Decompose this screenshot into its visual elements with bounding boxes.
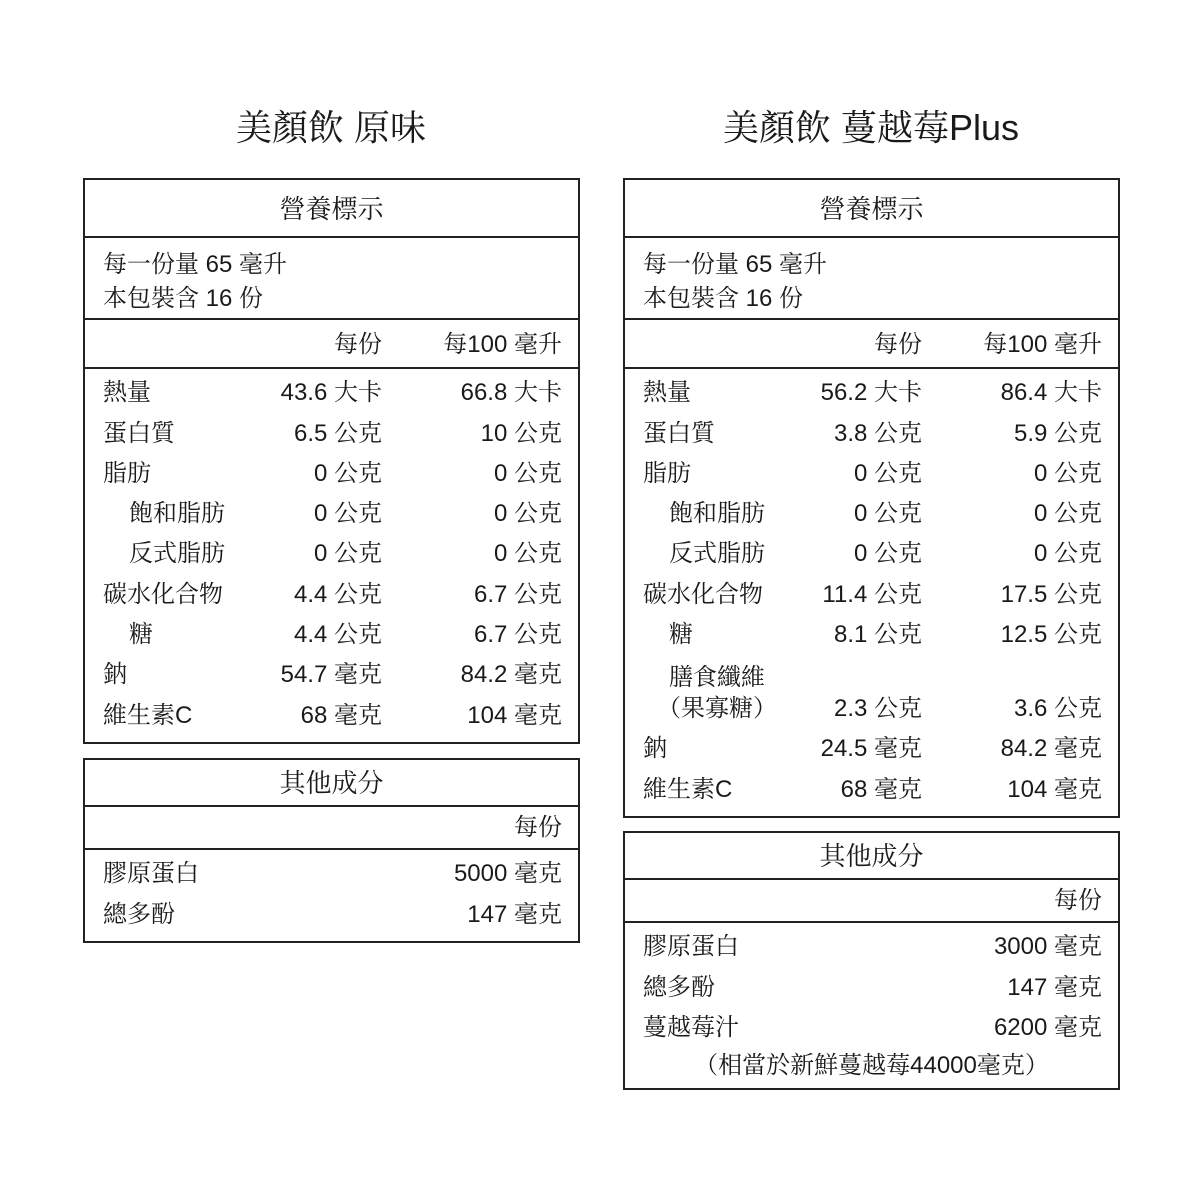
serving-size: 每一份量 65 毫升 bbox=[643, 251, 828, 278]
col-per-serving: 每份 bbox=[874, 331, 922, 358]
serving-info bbox=[85, 238, 578, 320]
column-headers bbox=[85, 320, 578, 369]
other-rows bbox=[625, 923, 1118, 1048]
per-100ml-value: 10 公克 bbox=[480, 419, 562, 447]
nutrient-label: 維生素C bbox=[643, 775, 733, 803]
serving-info bbox=[625, 238, 1118, 320]
other-ingredients-table bbox=[83, 758, 580, 943]
nutrition-table bbox=[623, 178, 1120, 818]
other-rows bbox=[85, 850, 578, 941]
nutrient-label: 蛋白質 bbox=[103, 419, 175, 447]
nutrient-label: 糖 bbox=[129, 621, 153, 649]
nutrition-row bbox=[625, 373, 1118, 413]
product-title: 美顏飲 原味 bbox=[235, 107, 426, 148]
per-serving-value: 68 毫克 bbox=[300, 701, 382, 729]
col-per-serving: 每份 bbox=[514, 814, 562, 841]
other-header: 其他成分 bbox=[85, 760, 578, 807]
nutrient-label: 鈉 bbox=[103, 661, 127, 689]
per-serving-value: 3.8 公克 bbox=[833, 419, 922, 447]
per-100ml-value: 6.7 公克 bbox=[473, 621, 562, 649]
ingredient-value: 147 毫克 bbox=[1007, 973, 1102, 1001]
ingredient-value: 3000 毫克 bbox=[993, 933, 1102, 961]
ingredient-label: 總多酚 bbox=[103, 900, 175, 928]
servings-per-package: 本包裝含 16 份 bbox=[103, 285, 264, 312]
nutrient-label-sub: （果寡糖） bbox=[657, 695, 777, 723]
nutrient-label: 脂肪 bbox=[643, 459, 691, 487]
nutrient-label: 反式脂肪 bbox=[669, 540, 765, 568]
nutrient-label: 飽和脂肪 bbox=[669, 500, 765, 528]
product-title: 美顏飲 蔓越莓Plus bbox=[722, 107, 1020, 148]
nutrition-rows bbox=[85, 369, 578, 742]
per-serving-value: 43.6 大卡 bbox=[280, 379, 382, 407]
per-serving-value: 11.4 公克 bbox=[822, 580, 922, 608]
per-100ml-value: 0 公克 bbox=[1033, 500, 1102, 528]
other-column-header bbox=[85, 807, 578, 850]
other-ingredients-table bbox=[623, 831, 1120, 1090]
ingredient-label: 膠原蛋白 bbox=[643, 933, 739, 961]
nutrition-row bbox=[625, 729, 1118, 769]
per-serving-value: 24.5 毫克 bbox=[820, 735, 922, 763]
nutrient-label: 熱量 bbox=[103, 379, 151, 407]
per-serving-value: 8.1 公克 bbox=[833, 621, 922, 649]
serving-size: 每一份量 65 毫升 bbox=[103, 251, 288, 278]
per-100ml-value: 66.8 大卡 bbox=[460, 379, 562, 407]
nutrition-row bbox=[625, 615, 1118, 655]
per-100ml-value: 104 毫克 bbox=[467, 701, 562, 729]
nutrition-header: 營養標示 bbox=[85, 180, 578, 238]
nutrient-label: 碳水化合物 bbox=[103, 580, 223, 608]
nutrition-row bbox=[85, 615, 578, 655]
nutrient-label: 蛋白質 bbox=[643, 419, 715, 447]
per-serving-value: 4.4 公克 bbox=[293, 580, 382, 608]
column-headers bbox=[625, 320, 1118, 369]
servings-per-package: 本包裝含 16 份 bbox=[643, 285, 804, 312]
nutrient-label: 碳水化合物 bbox=[643, 580, 763, 608]
nutrient-label: 脂肪 bbox=[103, 459, 151, 487]
per-serving-value: 0 公克 bbox=[313, 540, 382, 568]
per-100ml-value: 5.9 公克 bbox=[1013, 419, 1102, 447]
col-per-100ml: 每100 毫升 bbox=[443, 331, 562, 358]
per-serving-value: 6.5 公克 bbox=[293, 419, 382, 447]
per-100ml-value: 104 毫克 bbox=[1007, 775, 1102, 803]
other-column-header bbox=[625, 880, 1118, 923]
nutrient-label: 飽和脂肪 bbox=[129, 500, 225, 528]
per-serving-value: 0 公克 bbox=[313, 459, 382, 487]
ingredient-row bbox=[85, 854, 578, 894]
nutrition-row bbox=[85, 574, 578, 614]
per-100ml-value: 0 公克 bbox=[493, 500, 562, 528]
per-100ml-value: 84.2 毫克 bbox=[1000, 735, 1102, 763]
per-serving-value: 2.3 公克 bbox=[833, 695, 922, 723]
nutrient-label: 維生素C bbox=[103, 701, 193, 729]
per-100ml-value: 0 公克 bbox=[1033, 459, 1102, 487]
nutrition-rows bbox=[625, 369, 1118, 816]
per-100ml-value: 0 公克 bbox=[493, 540, 562, 568]
nutrient-label: 鈉 bbox=[643, 735, 667, 763]
nutrition-row bbox=[85, 454, 578, 494]
nutrition-row bbox=[625, 413, 1118, 453]
ingredient-row bbox=[625, 927, 1118, 967]
per-100ml-value: 6.7 公克 bbox=[473, 580, 562, 608]
per-100ml-value: 0 公克 bbox=[1033, 540, 1102, 568]
ingredient-value: 147 毫克 bbox=[467, 900, 562, 928]
nutrition-row bbox=[625, 454, 1118, 494]
ingredient-row bbox=[625, 1008, 1118, 1048]
ingredient-row bbox=[625, 967, 1118, 1007]
nutrition-header: 營養標示 bbox=[625, 180, 1118, 238]
nutrient-label: 糖 bbox=[669, 621, 693, 649]
nutrition-row bbox=[85, 534, 578, 574]
nutrient-label bbox=[657, 664, 777, 723]
per-100ml-value: 12.5 公克 bbox=[1000, 621, 1102, 649]
nutrition-row bbox=[85, 494, 578, 534]
nutrition-row bbox=[85, 373, 578, 413]
per-100ml-value: 86.4 大卡 bbox=[1000, 379, 1102, 407]
ingredient-label: 總多酚 bbox=[643, 973, 715, 1001]
per-100ml-value: 17.5 公克 bbox=[1000, 580, 1102, 608]
nutrient-label: 反式脂肪 bbox=[129, 540, 225, 568]
ingredient-label: 膠原蛋白 bbox=[103, 860, 199, 888]
nutrition-row bbox=[85, 413, 578, 453]
per-serving-value: 4.4 公克 bbox=[293, 621, 382, 649]
per-100ml-value: 3.6 公克 bbox=[1013, 695, 1102, 723]
nutrition-row bbox=[625, 574, 1118, 614]
ingredient-row bbox=[85, 894, 578, 934]
nutrient-label-line: 膳食纖維 bbox=[669, 664, 765, 692]
col-per-100ml: 每100 毫升 bbox=[983, 331, 1102, 358]
per-serving-value: 56.2 大卡 bbox=[820, 379, 922, 407]
per-serving-value: 0 公克 bbox=[853, 540, 922, 568]
nutrition-table bbox=[83, 178, 580, 744]
per-serving-value: 0 公克 bbox=[853, 459, 922, 487]
per-100ml-value: 0 公克 bbox=[493, 459, 562, 487]
per-100ml-value: 84.2 毫克 bbox=[460, 661, 562, 689]
col-per-serving: 每份 bbox=[1054, 887, 1102, 914]
other-header: 其他成分 bbox=[625, 833, 1118, 880]
ingredient-value: 6200 毫克 bbox=[993, 1013, 1102, 1041]
per-serving-value: 68 毫克 bbox=[840, 775, 922, 803]
per-serving-value: 0 公克 bbox=[313, 500, 382, 528]
ingredient-label: 蔓越莓汁 bbox=[643, 1013, 739, 1041]
col-per-serving: 每份 bbox=[334, 331, 382, 358]
nutrition-row bbox=[85, 695, 578, 735]
per-serving-value: 54.7 毫克 bbox=[280, 661, 382, 689]
nutrition-row bbox=[625, 494, 1118, 534]
nutrition-row bbox=[625, 769, 1118, 809]
ingredient-value: 5000 毫克 bbox=[453, 860, 562, 888]
nutrition-row bbox=[625, 655, 1118, 729]
nutrition-row bbox=[625, 534, 1118, 574]
cranberry-equivalent-note: （相當於新鮮蔓越莓44000毫克） bbox=[694, 1051, 1049, 1079]
nutrient-label: 熱量 bbox=[643, 379, 691, 407]
nutrition-row bbox=[85, 655, 578, 695]
per-serving-value: 0 公克 bbox=[853, 500, 922, 528]
